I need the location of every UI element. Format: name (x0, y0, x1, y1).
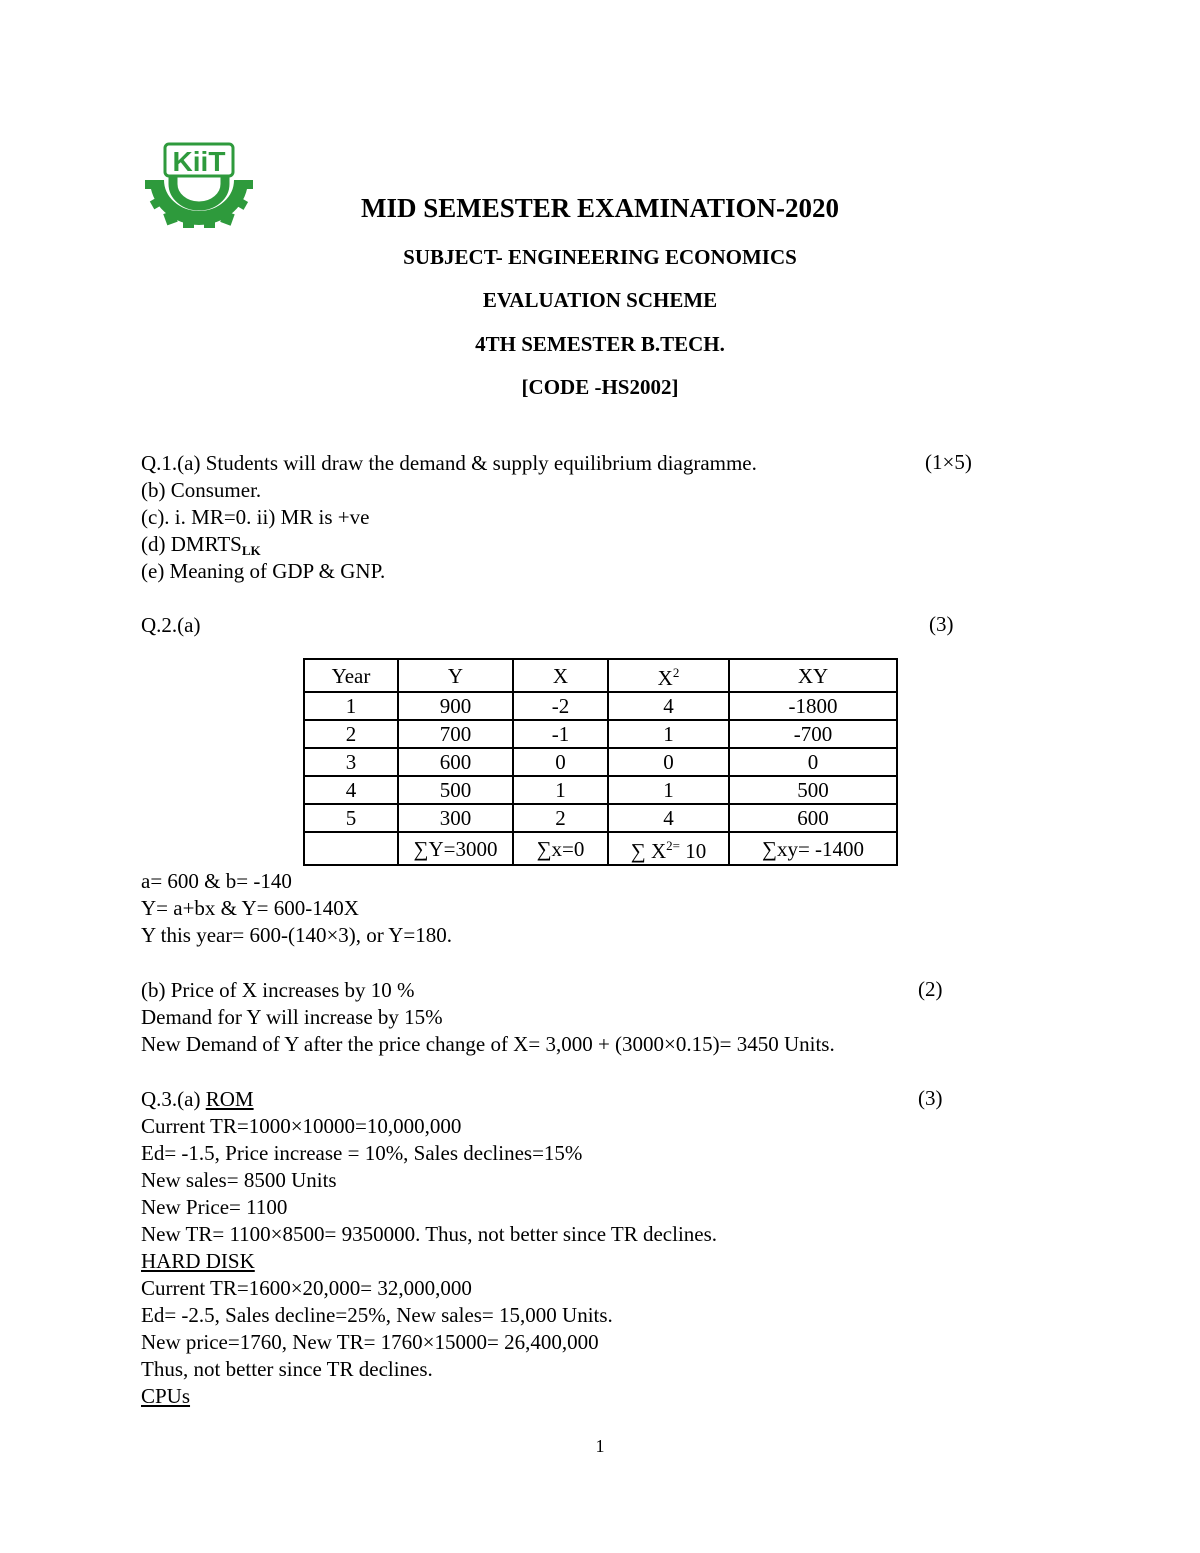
table-cell: 900 (398, 692, 513, 720)
table-total-cell: ∑x=0 (513, 832, 608, 865)
table-cell: -1800 (729, 692, 897, 720)
rom-line: Current TR=1000×10000=10,000,000 (141, 1114, 462, 1138)
hdd-heading (141, 1248, 255, 1275)
rom-line: Ed= -1.5, Price increase = 10%, Sales declines=15% (141, 1141, 583, 1165)
q3-a (141, 1086, 254, 1113)
table-header-row (304, 659, 897, 692)
table-cell: 1 (304, 692, 398, 720)
table-cell: 500 (398, 776, 513, 804)
rom-heading: ROM (205, 1087, 254, 1111)
course-code: [CODE -HS2002] (521, 375, 679, 399)
rom-line: New sales= 8500 Units (141, 1168, 337, 1192)
q1-d-subscript: LK (241, 543, 261, 558)
table-cell: 0 (608, 748, 729, 776)
q2-forecast: Y this year= 600-(140×3), or Y=180. (141, 923, 453, 947)
regression-table (303, 658, 898, 866)
logo-text: KiiT (172, 146, 226, 177)
hdd-line: Thus, not better since TR declines. (141, 1357, 433, 1381)
q1-a: Q.1.(a) Students will draw the demand & supply equilibrium diagramme. (141, 451, 757, 475)
hdd-line: Ed= -2.5, Sales decline=25%, New sales= 15,000 Units. (141, 1303, 613, 1327)
table-cell: 0 (513, 748, 608, 776)
table-cell: 4 (608, 804, 729, 832)
table-cell: 4 (304, 776, 398, 804)
q2-b-line: New Demand of Y after the price change of X= 3,000 + (3000×0.15)= 3450 Units. (141, 1032, 835, 1056)
table-row (304, 692, 897, 720)
q2-a-marks: (3) (929, 612, 954, 636)
q2-equation: Y= a+bx & Y= 600-140X (141, 896, 359, 920)
table-cell: 4 (608, 692, 729, 720)
table-cell: 0 (729, 748, 897, 776)
table-cell: 2 (513, 804, 608, 832)
cpu-heading-text: CPUs (141, 1384, 191, 1408)
table-cell: -2 (513, 692, 608, 720)
q3-a-marks: (3) (918, 1086, 943, 1110)
q1-c: (c). i. MR=0. ii) MR is +ve (141, 505, 370, 529)
table-row (304, 804, 897, 832)
table-header-cell: X (513, 659, 608, 692)
table-cell: 500 (729, 776, 897, 804)
x2-total-sup: 2= (666, 838, 680, 853)
subject-line: SUBJECT- ENGINEERING ECONOMICS (403, 245, 797, 269)
table-cell: 1 (608, 776, 729, 804)
hdd-line: Current TR=1600×20,000= 32,000,000 (141, 1276, 472, 1300)
q1-d-text: (d) DMRTS (141, 532, 242, 556)
exam-title: MID SEMESTER EXAMINATION-2020 (360, 193, 840, 223)
table-row (304, 776, 897, 804)
table-total-cell: ∑xy= -1400 (729, 832, 897, 865)
cpu-heading (141, 1383, 190, 1410)
table-total-cell (304, 832, 398, 865)
hdd-line: New price=1760, New TR= 1760×15000= 26,400,000 (141, 1330, 599, 1354)
table-header-cell: Y (398, 659, 513, 692)
x2-total-value: 10 (679, 839, 707, 863)
semester-line: 4TH SEMESTER B.TECH. (475, 332, 725, 356)
table-total-cell (608, 832, 729, 865)
x2-header-sup: 2 (672, 665, 680, 680)
table-cell: -700 (729, 720, 897, 748)
table-cell: 5 (304, 804, 398, 832)
q3-a-prefix: Q.3.(a) (141, 1087, 206, 1111)
page-number: 1 (595, 1436, 605, 1456)
table-total-cell: ∑Y=3000 (398, 832, 513, 865)
table-row (304, 748, 897, 776)
q1-marks: (1×5) (925, 450, 972, 474)
table-cell: -1 (513, 720, 608, 748)
rom-line: New Price= 1100 (141, 1195, 288, 1219)
q1-e: (e) Meaning of GDP & GNP. (141, 559, 386, 583)
x2-header-base: X (657, 666, 673, 690)
x2-total-base: ∑ X (630, 839, 667, 863)
hdd-heading-text: HARD DISK (141, 1249, 255, 1273)
q2-a: Q.2.(a) (141, 613, 201, 637)
q2-b: (b) Price of X increases by 10 % (141, 978, 415, 1002)
table-cell: 600 (398, 748, 513, 776)
table-cell: 600 (729, 804, 897, 832)
evaluation-scheme: EVALUATION SCHEME (482, 288, 718, 312)
table-totals-row (304, 832, 897, 865)
q2-b-line: Demand for Y will increase by 15% (141, 1005, 443, 1029)
q2-coefficients: a= 600 & b= -140 (141, 869, 292, 893)
table-cell: 700 (398, 720, 513, 748)
table-header-cell (608, 659, 729, 692)
table-header-cell: XY (729, 659, 897, 692)
q1-b: (b) Consumer. (141, 478, 262, 502)
q2-b-marks: (2) (918, 977, 943, 1001)
table-cell: 2 (304, 720, 398, 748)
table-cell: 1 (513, 776, 608, 804)
table-cell: 1 (608, 720, 729, 748)
rom-line: New TR= 1100×8500= 9350000. Thus, not better since TR declines. (141, 1222, 718, 1246)
table-row (304, 720, 897, 748)
table-cell: 3 (304, 748, 398, 776)
table-header-cell: Year (304, 659, 398, 692)
table-cell: 300 (398, 804, 513, 832)
